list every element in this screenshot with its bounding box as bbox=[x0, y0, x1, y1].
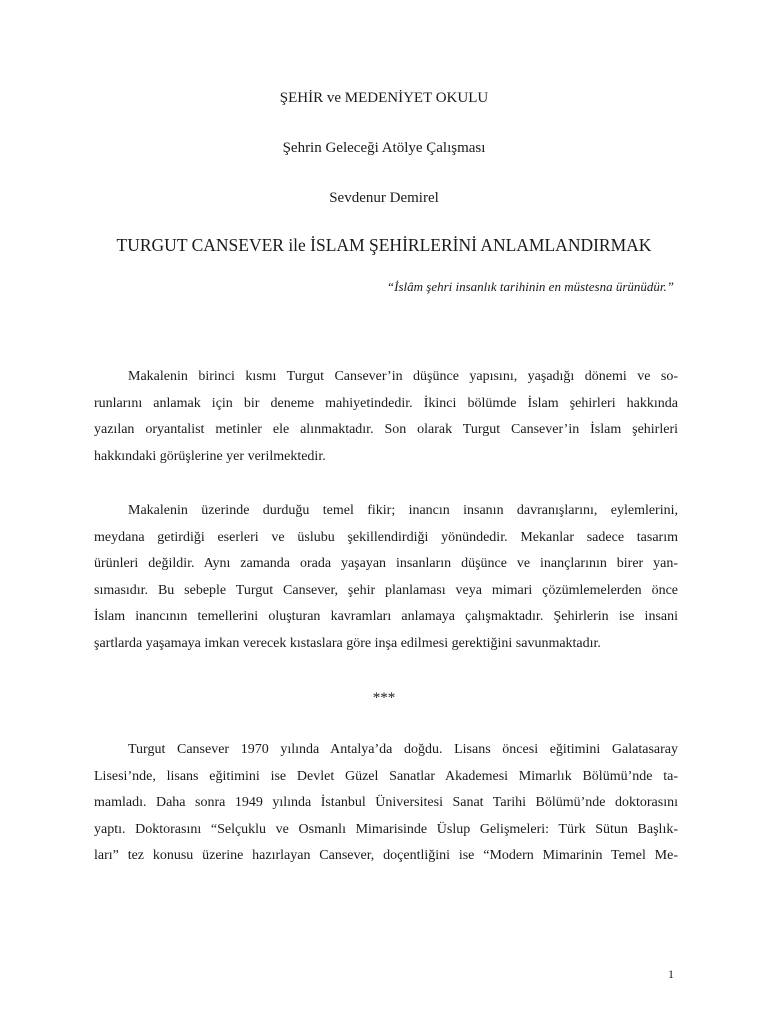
paragraph-line: şartlarda yaşamaya imkan verecek kıstaslara göre inşa edilmesi gerektiğini savunmaktadır. bbox=[94, 635, 601, 651]
paragraph-main-idea bbox=[94, 498, 678, 657]
paragraph-line: ları” tez konusu üzerine hazırlayan Cansever, doçentliğini ise “Modern Mimarinin Temel Me- bbox=[94, 848, 678, 863]
workshop-heading: Şehrin Geleceği Atölye Çalışması bbox=[282, 140, 486, 156]
paragraph-line: Makalenin birinci kısmı Turgut Cansever’in düşünce yapısını, yaşadığı dönemi ve so- bbox=[128, 369, 678, 384]
paragraph-line: İslam inancının temellerini oluşturan kavramları anlamaya çalışmaktadır. Şehirlerin ise insani bbox=[94, 609, 678, 624]
paragraph-line: hakkındaki görüşlerine yer verilmektedir. bbox=[94, 448, 326, 464]
section-separator: *** bbox=[372, 690, 396, 706]
epigraph-quote: “İslâm şehri insanlık tarihinin en müstesna ürünüdür.” bbox=[386, 279, 674, 294]
paragraph-line: meydana getirdiği eserleri ve üslubu şekillendirdiği yönündedir. Mekanlar sadece tasarım bbox=[94, 529, 678, 545]
paragraph-biography bbox=[94, 737, 678, 870]
school-heading: ŞEHİR ve MEDENİYET OKULU bbox=[279, 90, 489, 106]
paragraph-line: runlarını anlamak için bir deneme mahiyetindedir. İkinci bölümde İslam şehirleri hakkında bbox=[94, 395, 678, 411]
paragraph-intro bbox=[94, 364, 678, 470]
paragraph-line: ürünleri değildir. Aynı zamanda orada yaşayan insanların düşünce ve inançlarının birer yan- bbox=[94, 556, 678, 571]
paragraph-line: mamladı. Daha sonra 1949 yılında İstanbul Üniversitesi Sanat Tarihi Bölümü’nde doktorasını bbox=[94, 795, 678, 810]
paragraph-line: Turgut Cansever 1970 yılında Antalya’da doğdu. Lisans öncesi eğitimini Galatasaray bbox=[128, 742, 678, 757]
paragraph-line: yazılan oryantalist metinler ele alınmaktadır. Son olarak Turgut Cansever’in İslam şehirleri bbox=[94, 422, 678, 437]
paragraph-line: sımasıdır. Bu sebeple Turgut Cansever, şehir planlaması veya mimari çözümlemelerden önce bbox=[94, 582, 678, 598]
article-title: TURGUT CANSEVER ile İSLAM ŞEHİRLERİNİ ANLAMLANDIRMAK bbox=[116, 235, 652, 255]
paragraph-line: Lisesi’nde, lisans eğitimini ise Devlet Güzel Sanatlar Akademesi Mimarlık Bölümü’nde ta- bbox=[94, 768, 678, 784]
page-number: 1 bbox=[668, 967, 674, 981]
author-name: Sevdenur Demirel bbox=[329, 190, 439, 206]
paragraph-line: yaptı. Doktorasını “Selçuklu ve Osmanlı Mimarisinde Üslup Gelişmeleri: Türk Sütun Başlık- bbox=[94, 821, 678, 837]
paragraph-line: Makalenin üzerinde durduğu temel fikir; inancın insanın davranışlarını, eylemlerini, bbox=[128, 503, 678, 518]
